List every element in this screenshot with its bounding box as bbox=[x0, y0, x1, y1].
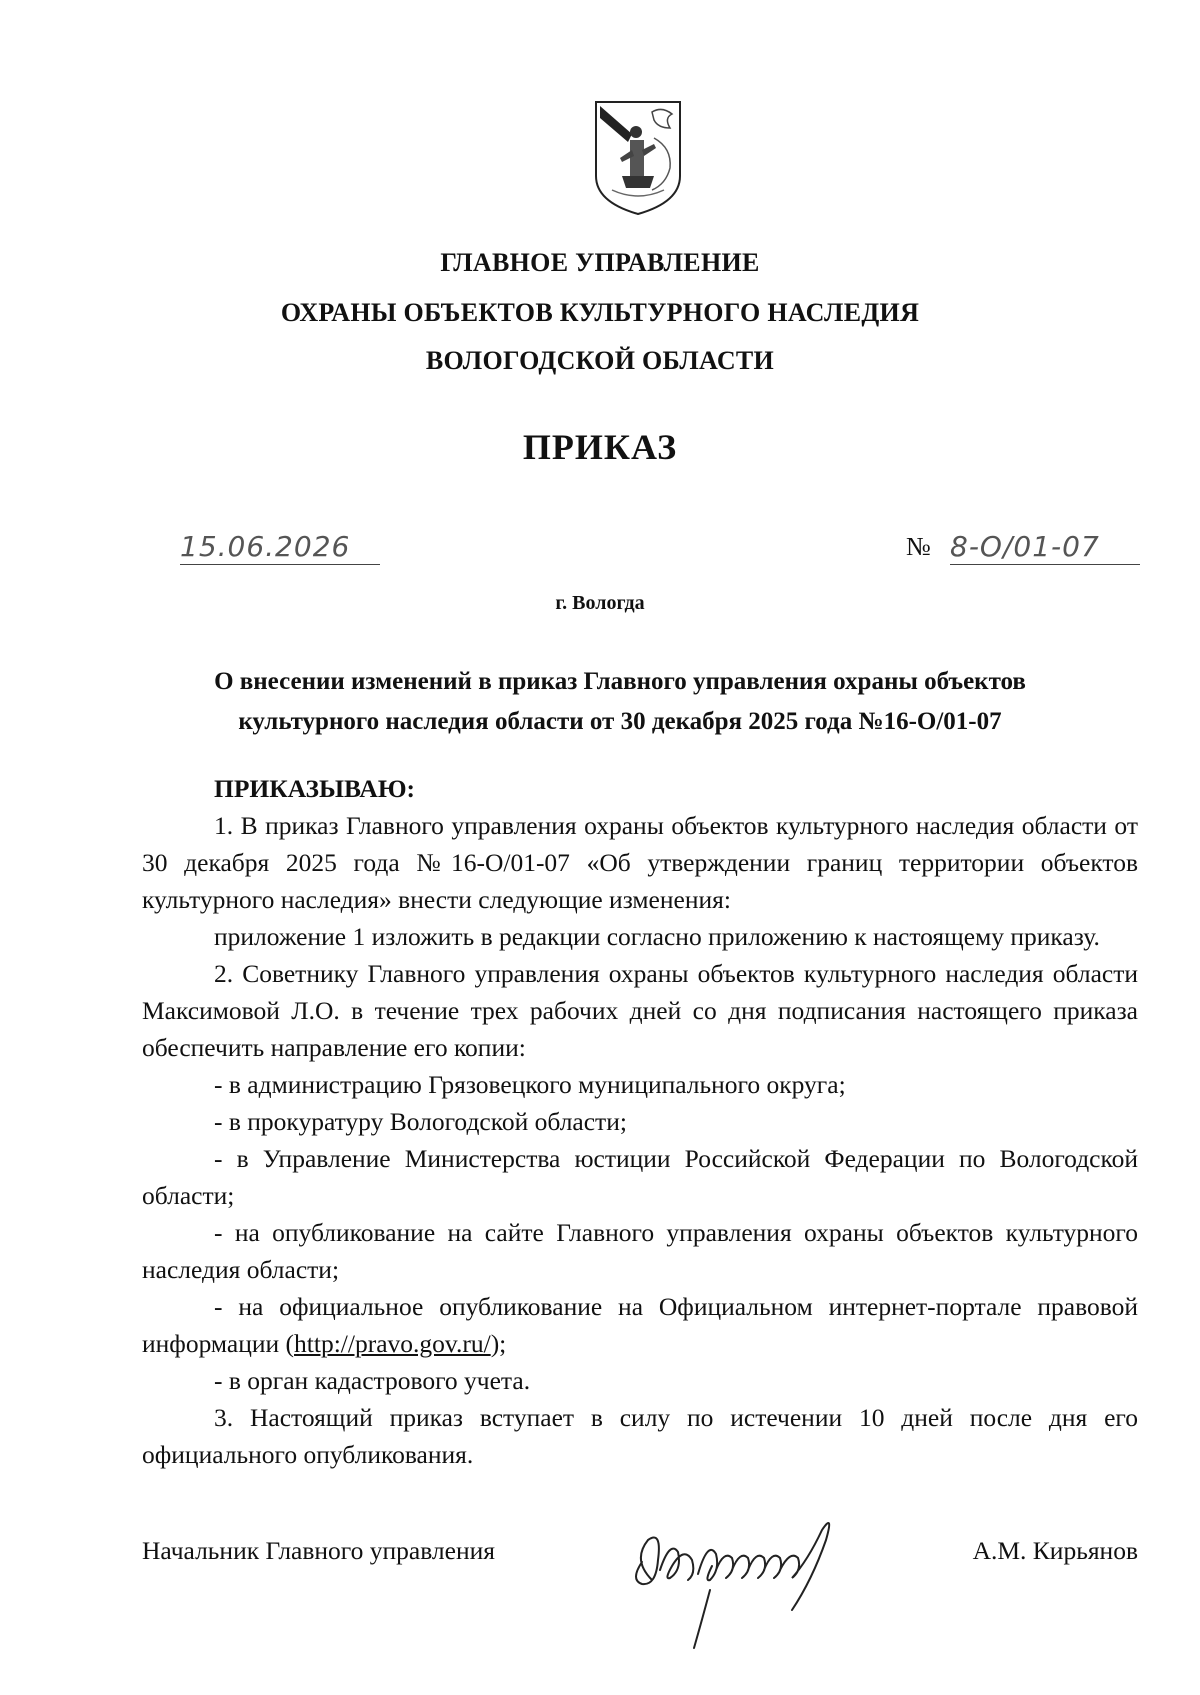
signatory-name: А.М. Кирьянов bbox=[972, 1536, 1138, 1565]
order-date: 15.06.2026 bbox=[180, 530, 380, 565]
header-line-1: ГЛАВНОЕ УПРАВЛЕНИЕ bbox=[440, 248, 760, 277]
portal-text-end: ); bbox=[490, 1329, 507, 1358]
order-number: 8-О/01-07 bbox=[950, 530, 1140, 565]
paragraph-1: 1. В приказ Главного управления охраны объектов культурного наследия области от 30 декабря 2025 года №16-О/01-07 «Об утверждении границ территории объектов культурного наследия» внести следующие изменения: bbox=[142, 811, 1138, 914]
paragraph-5: - в прокуратуру Вологодской области; bbox=[214, 1107, 627, 1136]
header-line-2: ОХРАНЫ ОБЪЕКТОВ КУЛЬТУРНОГО НАСЛЕДИЯ bbox=[280, 298, 920, 327]
coat-of-arms-icon bbox=[592, 98, 684, 218]
document-type: ПРИКАЗ bbox=[522, 427, 678, 467]
paragraph-4: - в администрацию Грязовецкого муниципального округа; bbox=[214, 1070, 846, 1099]
portal-text: - на официальное опубликование на Официальном интернет-портале правовой информации ( bbox=[142, 1292, 1138, 1358]
paragraph-9: 3. Настоящий приказ вступает в силу по истечении 10 дней после дня его официального опубликования. bbox=[142, 1403, 1138, 1469]
paragraph-7: - на опубликование на сайте Главного управления охраны объектов культурного наследия области; bbox=[142, 1218, 1138, 1284]
signatory-title: Начальник Главного управления bbox=[142, 1536, 495, 1565]
paragraph-3: 2. Советнику Главного управления охраны объектов культурного наследия области Максимовой Л.О. в течение трех рабочих дней со дня подписания настоящего приказа обеспечить направление его копии: bbox=[142, 959, 1138, 1062]
order-word: ПРИКАЗЫВАЮ: bbox=[214, 774, 416, 803]
city: г. Вологда bbox=[555, 592, 645, 614]
paragraph-2: приложение 1 изложить в редакции согласно приложению к настоящему приказу. bbox=[214, 922, 1100, 951]
handwritten-signature bbox=[612, 1500, 882, 1650]
header-line-3: ВОЛОГОДСКОЙ ОБЛАСТИ bbox=[425, 346, 775, 375]
order-subject: О внесении изменений в приказ Главного управления охраны объектов культурного наследия области от 30 декабря 2025 года №16-О/01-07 bbox=[214, 668, 1026, 735]
pravo-link[interactable]: http://pravo.gov.ru/ bbox=[294, 1329, 491, 1358]
number-label: № bbox=[906, 532, 931, 561]
paragraph-8: - в орган кадастрового учета. bbox=[214, 1366, 531, 1395]
paragraph-portal bbox=[142, 1288, 1138, 1362]
paragraph-6: - в Управление Министерства юстиции Российской Федерации по Вологодской области; bbox=[142, 1144, 1138, 1210]
order-body bbox=[142, 770, 1138, 1473]
